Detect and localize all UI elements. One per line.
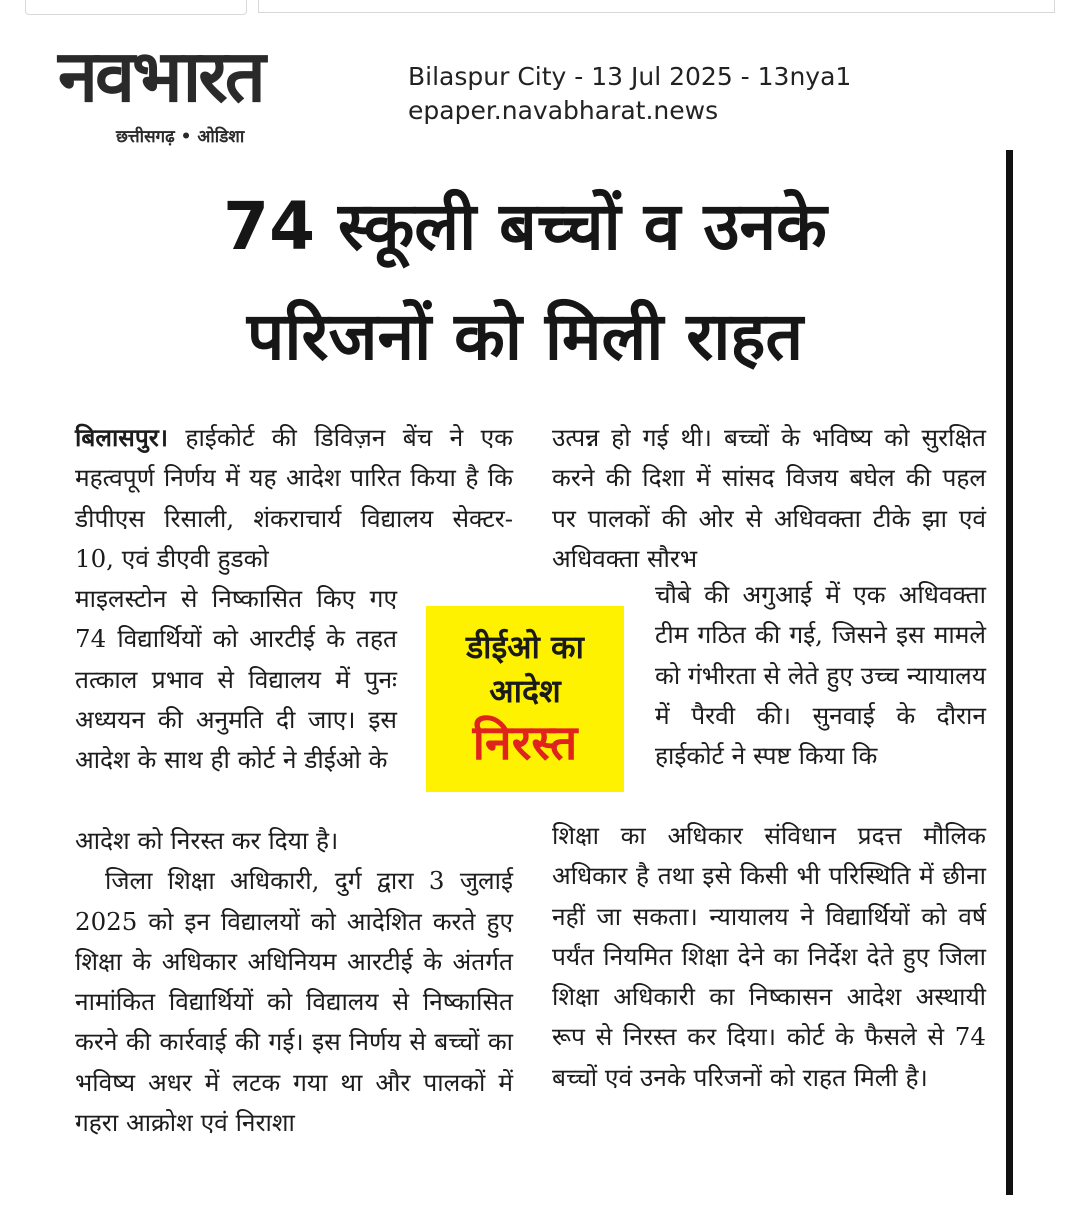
article-body-left-mid	[75, 579, 397, 780]
highlight-callout-box	[426, 606, 624, 792]
headline-line-2: परिजनों को मिली राहत	[246, 298, 804, 375]
column-rule	[1006, 150, 1013, 1195]
epaper-url: epaper.navabharat.news	[408, 96, 719, 125]
toolbar-frame-left	[25, 0, 247, 15]
paragraph-text: उत्पन्न हो गई थी। बच्चों के भविष्य को सुरक्षित करने की दिशा में सांसद विजय बघेल की पहल पर पालकों की ओर से अधिवक्ता टीके झा एवं अधिवक्ता सौरभ	[552, 423, 986, 573]
edition-info	[408, 60, 851, 128]
toolbar-frame-right	[258, 0, 1055, 13]
newspaper-logo: नवभारत	[58, 34, 263, 118]
article-headline	[60, 172, 990, 392]
newspaper-logo-subtitle: छत्तीसगढ़ • ओडिशा	[116, 127, 245, 147]
paragraph-text: हाईकोर्ट की डिविज़न बेंच ने एक महत्वपूर्ण निर्णय में यह आदेश पारित किया है कि डीपीएस रिसाली, शंकराचार्य विद्यालय सेक्टर- 10, एवं डीएवी हुडको	[75, 423, 513, 573]
paragraph-text: आदेश को निरस्त कर दिया है।	[75, 826, 339, 855]
callout-highlight-word: निरस्त	[472, 715, 578, 771]
dateline: बिलासपुर।	[75, 423, 169, 452]
article-body-right-top	[552, 418, 986, 579]
paragraph-text: जिला शिक्षा अधिकारी, दुर्ग द्वारा 3 जुलाई 2025 को इन विद्यालयों को आदेशित करते हुए शिक्षा के अधिकार अधिनियम आरटीई के अंतर्गत नामांकित विद्यार्थियों को विद्यालय से निष्कासित करने की कार्रवाई की गई। इस निर्णय से बच्चों का भविष्य अधर में लटक गया था और पालकों में गहरा आक्रोश एवं निराशा	[75, 866, 513, 1138]
newspaper-masthead	[52, 34, 382, 148]
paragraph-text: शिक्षा का अधिकार संविधान प्रदत्त मौलिक अधिकार है तथा इसे किसी भी परिस्थिति में छीना नहीं जा सकता। न्यायालय ने विद्यार्थियों को वर्ष पर्यंत नियमित शिक्षा देने का निर्देश देते हुए जिला शिक्षा अधिकारी का निष्कासन आदेश अस्थायी रूप से निरस्त कर दिया। कोर्ट के फैसले से 74 बच्चों एवं उनके परिजनों को राहत मिली है।	[552, 821, 986, 1092]
callout-line-1: डीईओ का	[466, 628, 584, 666]
article-body-left-bottom	[75, 821, 513, 1143]
callout-line-2: आदेश	[489, 672, 561, 710]
article-paragraph	[75, 418, 513, 579]
paragraph-text: माइलस्टोन से निष्कासित किए गए 74 विद्यार्थियों को आरटीई के तहत तत्काल प्रभाव से विद्यालय में पुनः अध्ययन की अनुमति दी जाए। इस आदेश के साथ ही कोर्ट ने डीईओ के	[75, 584, 397, 775]
article-body-left-top	[75, 418, 513, 579]
article-body-right-bottom	[552, 816, 986, 1098]
headline-line-1: 74 स्कूली बच्चों व उनके	[223, 188, 827, 265]
edition-details: Bilaspur City - 13 Jul 2025 - 13nya1	[408, 62, 852, 91]
paragraph-text: चौबे की अगुआई में एक अधिवक्ता टीम गठित की गई, जिसने इस मामले को गंभीरता से लेते हुए उच्च न्यायालय में पैरवी की। सुनवाई के दौरान हाईकोर्ट ने स्पष्ट किया कि	[655, 580, 986, 771]
article-body-right-mid	[655, 575, 986, 776]
